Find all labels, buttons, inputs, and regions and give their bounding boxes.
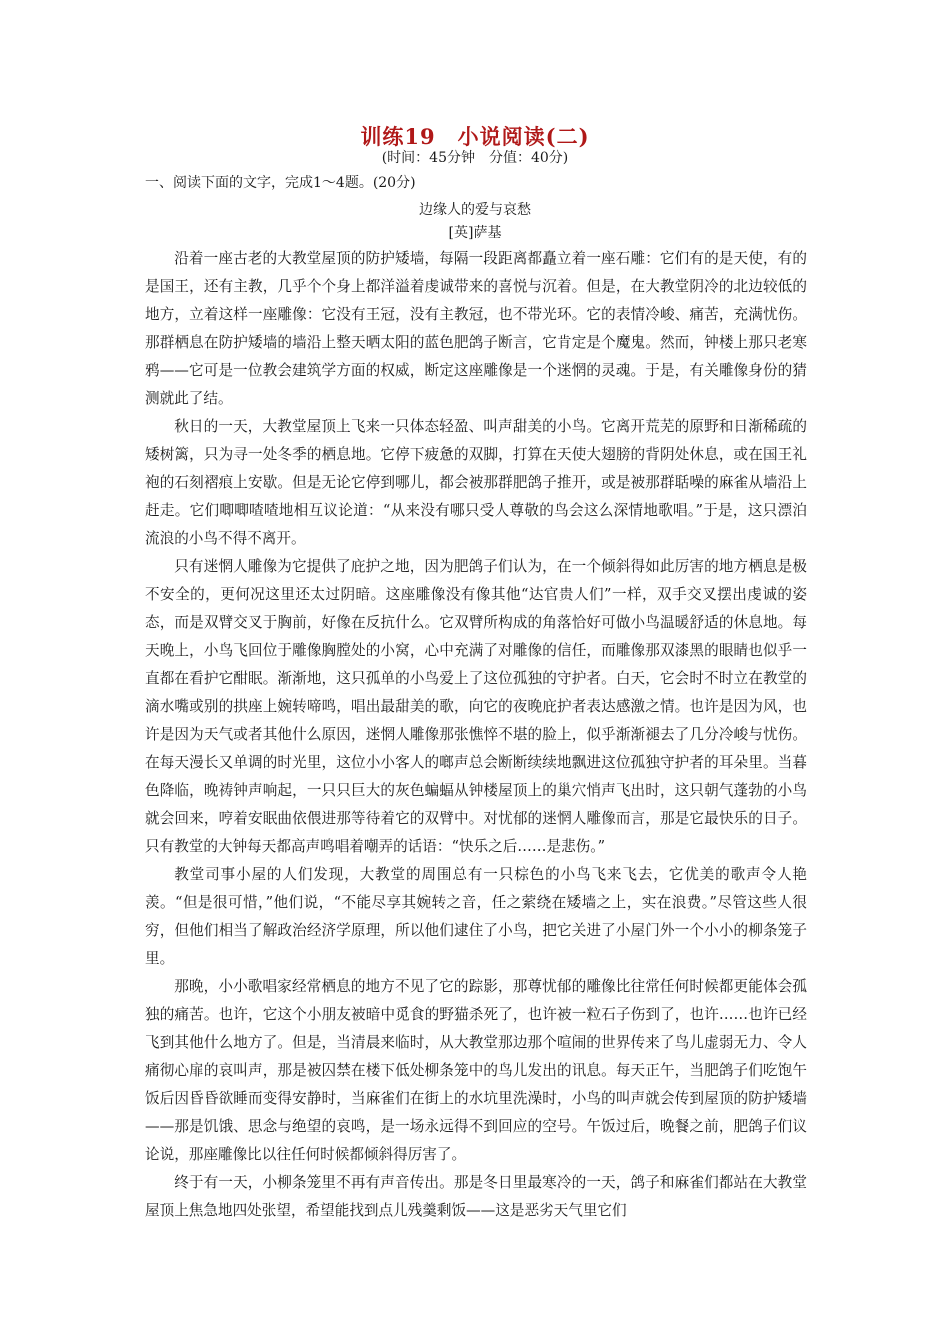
page-title: 训练19 小说阅读(二) — [360, 124, 590, 149]
paragraph: 秋日的一天，大教堂屋顶上飞来一只体态轻盈、叫声甜美的小鸟。它离开荒芜的原野和日渐稀疏的矮树篱，只为寻一处冬季的栖息地。它停下疲惫的双脚，打算在天使大翅膀的背阴处休息，或在国王礼袍的石刻褶痕上安歇。但是无论它停到哪儿，都会被那群肥鸽子推开，或是被那群聒噪的麻雀从墙沿上赶走。它们唧唧喳喳地相互议论道：“从来没有哪只受人尊敬的鸟会这么深情地歌唱。”于是，这只漂泊流浪的小鸟不得不离开。 — [145, 418, 807, 547]
paragraph: 只有迷惘人雕像为它提供了庇护之地，因为肥鸽子们认为，在一个倾斜得如此厉害的地方栖息是极不安全的，更何况这里还太过阴暗。这座雕像没有像其他“达官贵人们”一样，双手交叉摆出虔诚的姿态，而是双臂交叉于胸前，好像在反抗什么。它双臂所构成的角落恰好可做小鸟温暖舒适的休息地。每天晚上，小鸟飞回位于雕像胸膛处的小窝，心中充满了对雕像的信任，而雕像那双漆黑的眼睛也似乎一直都在看护它酣眠。渐渐地，这只孤单的小鸟爱上了这位孤独的守护者。白天，它会时不时立在教堂的滴水嘴或别的拱座上婉转啼鸣，唱出最甜美的歌，向它的夜晚庇护者表达感激之情。也许是因为风，也许是因为天气或者其他什么原因，迷惘人雕像那张憔悴不堪的脸上，似乎渐渐褪去了几分冷峻与忧伤。在每天漫长又单调的时光里，这位小小客人的啷声总会断断续续地飘进这位孤独守护者的耳朵里。当暮色降临，晚祷钟声响起，一只只巨大的灰色蝙蝠从钟楼屋顶上的巢穴悄声飞出时，这只朝气蓬勃的小鸟就会回来，哼着安眠曲依偎进那等待着它的双臂中。对忧郁的迷惘人雕像而言，那是它最快乐的日子。只有教堂的大钟每天都高声鸣唱着嘲弄的话语：“快乐之后……是悲伤。” — [145, 558, 807, 855]
section-instruction: 一、阅读下面的文字，完成1～4题。(20分) — [145, 175, 416, 191]
exam-meta: (时间：45分钟 分值：40分) — [381, 150, 569, 166]
story-author: [英]萨基 — [448, 225, 502, 241]
story-body — [145, 245, 807, 1225]
paragraph: 教堂司事小屋的人们发现，大教堂的周围总有一只棕色的小鸟飞来飞去，它优美的歌声令人艳羡。“但是很可惜，”他们说，“不能尽享其婉转之音，任之萦绕在矮墙之上，实在浪费。”尽管这些人很穷，但他们相当了解政治经济学原理，所以他们逮住了小鸟，把它关进了小屋门外一个小小的柳条笼子里。 — [145, 866, 807, 967]
story-title: 边缘人的爱与哀愁 — [419, 202, 531, 218]
paragraph: 沿着一座古老的大教堂屋顶的防护矮墙，每隔一段距离都矗立着一座石雕：它们有的是天使，有的是国王，还有主教，几乎个个身上都洋溢着虔诚带来的喜悦与沉着。但是，在大教堂阴冷的北边较低的地方，立着这样一座雕像：它没有王冠，没有主教冠，也不带光环。它的表情冷峻、痛苦，充满忧伤。那群栖息在防护矮墙的墙沿上整天晒太阳的蓝色肥鸽子断言，它肯定是个魔鬼。然而，钟楼上那只老寒鸦——它可是一位教会建筑学方面的权威，断定这座雕像是一个迷惘的灵魂。于是，有关雕像身份的猜测就此了结。 — [145, 250, 807, 407]
paragraph: 终于有一天，小柳条笼里不再有声音传出。那是冬日里最寒冷的一天，鸽子和麻雀们都站在大教堂屋顶上焦急地四处张望，希望能找到点儿残羹剩饭——这是恶劣天气里它们 — [145, 1174, 807, 1219]
paragraph: 那晚，小小歌唱家经常栖息的地方不见了它的踪影，那尊忧郁的雕像比往常任何时候都更能体会孤独的痛苦。也许，它这个小朋友被暗中觅食的野猫杀死了，也许被一粒石子伤到了，也许……也许已经飞到其他什么地方了。但是，当清晨来临时，从大教堂那边那个喧闹的世界传来了鸟儿虚弱无力、令人痛彻心扉的哀叫声，那是被囚禁在楼下低处柳条笼中的鸟儿发出的讯息。每天正午，当肥鸽子们吃饱午饭后因昏昏欲睡而变得安静时，当麻雀们在街上的水坑里洗澡时，小鸟的叫声就会传到屋顶的防护矮墙——那是饥饿、思念与绝望的哀鸣，是一场永远得不到回应的空号。午饭过后，晚餐之前，肥鸽子们议论说，那座雕像比以往任何时候都倾斜得厉害了。 — [145, 978, 807, 1163]
